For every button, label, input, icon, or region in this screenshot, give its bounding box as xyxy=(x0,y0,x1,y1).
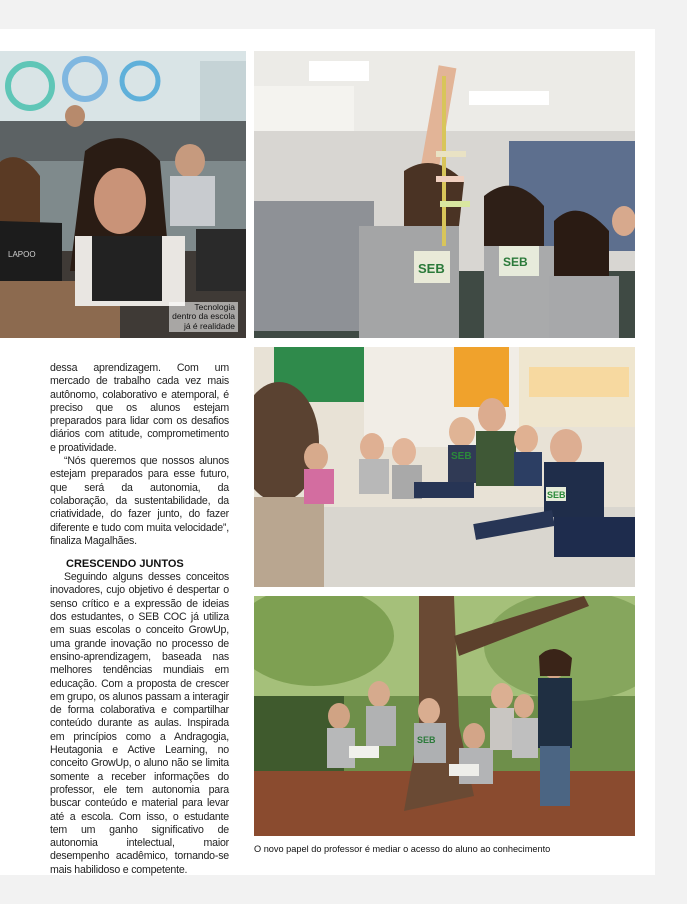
paragraph-3: Seguindo alguns desses conceitos inovadores, cujo objetivo é despertar o senso crítico e a expressão de ideias dos estudantes, o SEB COC já utiliza em suas escolas o conceito GrowUp, uma grande inovação no processo de ensino-aprendizagem, baseada nas melhores tendências mundiais em educação. Com a proposta de crescer em grupo, os alunos passam a interagir de forma colaborativa e compartilhar conteúdo durante as aulas. Inspirada em princípios como a Andragogia, Heutagonia e Active Learning, no conceito GrowUp, o aluno não se limita somente a receber informações do professor, ele tem autonomia para buscar conteúdo e material para levar até a escola. Com isso, o estudante tem um ganho significativo de autonomia intelectual, maior desempenho acadêmico, tornando-se mais habilidoso e competente. xyxy=(50,571,229,876)
shirt-logo-seb-5: SEB xyxy=(417,735,436,745)
shirt-logo-seb-2: SEB xyxy=(503,255,528,269)
paragraph-2: “Nós queremos que nossos alunos estejam preparados para esse futuro, que será da autonomia, da colaboração, da sustentabilidade, da criatividade, do fazer junto, do fazer diferente e tudo com muita velocidade”, finaliza Magalhães. xyxy=(50,455,229,547)
photo-circle-time xyxy=(254,347,635,587)
shirt-logo-seb: SEB xyxy=(418,261,445,276)
laptop-brand-label: LAPOO xyxy=(8,250,36,259)
shirt-logo-seb-3: SEB xyxy=(451,451,472,462)
photo-caption-technology: Tecnologia dentro da escola já é realidade xyxy=(169,302,238,333)
photo-kids-paper-craft xyxy=(254,51,635,338)
photo-classroom-laptops xyxy=(0,51,246,338)
shirt-logo-seb-4: SEB xyxy=(547,490,566,500)
section-heading: CRESCENDO JUNTOS xyxy=(66,558,184,571)
article-column xyxy=(50,362,229,877)
paragraph-1: dessa aprendizagem. Com um mercado de trabalho cada vez mais autônomo, colaborativo e atemporal, é preciso que os alunos estejam preparados para lidar com os desafios diários com atitude, comprometimento e proatividade. xyxy=(50,362,229,454)
photo-outdoor-tree xyxy=(254,596,635,836)
photo-caption-teacher-role: O novo papel do professor é mediar o acesso do aluno ao conhecimento xyxy=(254,844,551,854)
